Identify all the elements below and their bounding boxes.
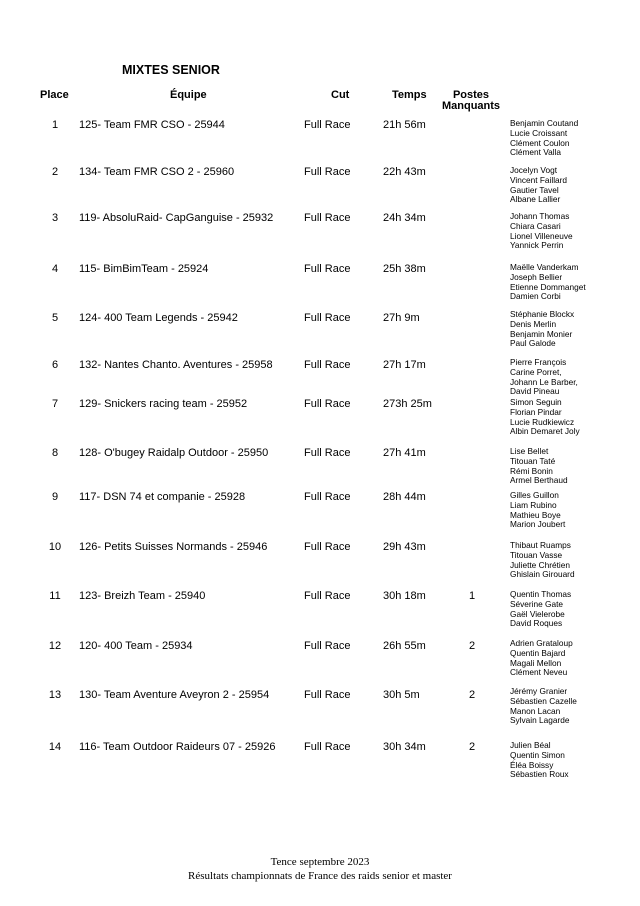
row-temps: 30h 18m <box>383 590 426 602</box>
row-members <box>510 590 571 629</box>
member-name: Jocelyn Vogt <box>510 165 558 175</box>
row-team: 129- Snickers racing team - 25952 <box>79 398 248 410</box>
member-name: Rémi Bonin <box>510 465 553 476</box>
member-name: Thibaut Ruamps <box>510 540 571 550</box>
row-team: 134- Team FMR CSO 2 - 25960 <box>79 166 235 178</box>
row-temps: 29h 43m <box>383 541 426 553</box>
row-members <box>510 687 577 726</box>
row-members <box>510 119 578 158</box>
member-name: Lionel Villeneuve <box>510 230 573 241</box>
member-name: Manon Lacan <box>510 705 561 716</box>
member-name: Sylvain Lagarde <box>510 715 570 726</box>
member-name: Albin Demaret Joly <box>510 426 580 437</box>
row-members <box>510 263 586 302</box>
member-name: Jérémy Granier <box>510 686 568 696</box>
row-cut: Full Race <box>304 312 351 324</box>
row-place: 3 <box>51 212 59 224</box>
row-team: 115- BimBimTeam - 25924 <box>79 263 209 275</box>
row-team: 130- Team Aventure Aveyron 2 - 25954 <box>79 689 270 701</box>
row-place: 1 <box>51 119 59 131</box>
member-name: David Roques <box>510 618 563 629</box>
member-name: Pierre François <box>510 357 567 367</box>
header-manquants: Manquants <box>441 100 501 112</box>
row-team: 125- Team FMR CSO - 25944 <box>79 119 225 131</box>
row-place: 11 <box>49 590 61 602</box>
row-temps: 27h 9m <box>383 312 420 324</box>
row-members <box>510 639 573 678</box>
footer-line-1: Tence septembre 2023 <box>270 856 370 868</box>
member-name: David Pineau <box>510 386 560 397</box>
row-team: 126- Petits Suisses Normands - 25946 <box>79 541 268 553</box>
member-name: Éléa Boissy <box>510 759 554 770</box>
row-place: 14 <box>48 741 62 753</box>
member-name: Lise Bellet <box>510 446 549 456</box>
member-name: Sébastien Roux <box>510 769 569 780</box>
member-name: Benjamin Monier <box>510 328 573 339</box>
row-cut: Full Race <box>304 541 351 553</box>
row-cut: Full Race <box>304 166 351 178</box>
member-name: Denis Merlin <box>510 318 557 329</box>
member-name: Quentin Bajard <box>510 647 566 658</box>
member-name: Simon Seguin <box>510 397 562 407</box>
row-cut: Full Race <box>304 447 351 459</box>
row-members <box>510 398 580 437</box>
member-name: Gilles Guillon <box>510 490 559 500</box>
header-temps: Temps <box>392 89 427 101</box>
header-equipe: Équipe <box>170 89 207 101</box>
member-name: Lucie Rudkiewicz <box>510 416 575 427</box>
member-name: Florian Pindar <box>510 406 562 417</box>
page-title: MIXTES SENIOR <box>122 63 220 77</box>
member-name: Titouan Taté <box>510 455 556 466</box>
row-place: 8 <box>51 447 59 459</box>
member-name: Clément Coulon <box>510 137 570 148</box>
member-name: Lucie Croissant <box>510 127 568 138</box>
member-name: Clément Valla <box>510 147 562 158</box>
row-temps: 27h 41m <box>383 447 426 459</box>
row-cut: Full Race <box>304 491 351 503</box>
member-name: Séverine Gate <box>510 598 564 609</box>
row-temps: 30h 34m <box>383 741 426 753</box>
footer-line-2: Résultats championnats de France des raids senior et master <box>188 870 452 882</box>
row-team: 120- 400 Team - 25934 <box>79 640 193 652</box>
row-temps: 24h 34m <box>383 212 426 224</box>
row-cut: Full Race <box>304 398 351 410</box>
member-name: Gautier Tavel <box>510 184 559 195</box>
row-team: 128- O'bugey Raidalp Outdoor - 25950 <box>79 447 269 459</box>
header-postes: Postes <box>452 89 490 101</box>
row-postes: 2 <box>468 689 476 701</box>
member-name: Carine Porret, <box>510 366 562 377</box>
row-cut: Full Race <box>304 263 351 275</box>
member-name: Titouan Vasse <box>510 549 563 560</box>
member-name: Vincent Faillard <box>510 174 568 185</box>
member-name: Marion Joubert <box>510 519 566 530</box>
member-name: Juliette Chrétien <box>510 559 570 570</box>
row-team: 116- Team Outdoor Raideurs 07 - 25926 <box>79 741 276 753</box>
row-members <box>510 741 569 780</box>
row-place: 5 <box>51 312 59 324</box>
row-cut: Full Race <box>304 640 351 652</box>
member-name: Chiara Casari <box>510 220 561 231</box>
member-name: Yannick Perrin <box>510 240 564 251</box>
row-temps: 27h 17m <box>383 359 426 371</box>
member-name: Adrien Grataloup <box>510 638 573 648</box>
member-name: Quentin Thomas <box>510 589 572 599</box>
row-place: 12 <box>48 640 62 652</box>
header-place: Place <box>40 89 69 101</box>
row-place: 13 <box>48 689 62 701</box>
member-name: Johann Le Barber, <box>510 376 578 387</box>
member-name: Armel Berthaud <box>510 475 568 486</box>
row-cut: Full Race <box>304 590 351 602</box>
member-name: Liam Rubino <box>510 499 557 510</box>
row-place: 9 <box>51 491 59 503</box>
row-place: 4 <box>51 263 59 275</box>
member-name: Joseph Bellier <box>510 271 563 282</box>
row-temps: 28h 44m <box>383 491 426 503</box>
member-name: Stéphanie Blockx <box>510 309 575 319</box>
row-postes: 2 <box>468 640 476 652</box>
row-members <box>510 310 574 349</box>
row-members <box>510 491 565 530</box>
header-cut: Cut <box>331 89 350 101</box>
row-members <box>510 447 568 486</box>
member-name: Quentin Simon <box>510 749 565 760</box>
member-name: Clément Neveu <box>510 667 568 678</box>
row-members <box>510 358 578 397</box>
row-place: 6 <box>51 359 59 371</box>
member-name: Sébastien Cazelle <box>510 695 577 706</box>
row-postes: 2 <box>468 741 476 753</box>
member-name: Damien Corbi <box>510 291 561 302</box>
row-cut: Full Race <box>304 212 351 224</box>
row-team: 124- 400 Team Legends - 25942 <box>79 312 238 324</box>
row-temps: 26h 55m <box>383 640 426 652</box>
row-team: 117- DSN 74 et companie - 25928 <box>79 491 246 503</box>
row-cut: Full Race <box>304 119 351 131</box>
row-team: 132- Nantes Chanto. Aventures - 25958 <box>79 359 273 371</box>
member-name: Albane Lallier <box>510 194 561 205</box>
row-place: 2 <box>51 166 59 178</box>
member-name: Julien Béal <box>510 740 551 750</box>
member-name: Mathieu Boye <box>510 509 561 520</box>
member-name: Ghislain Girouard <box>510 569 575 580</box>
row-members <box>510 166 567 205</box>
row-temps: 273h 25m <box>383 398 432 410</box>
row-cut: Full Race <box>304 689 351 701</box>
row-team: 119- AbsoluRaid- CapGanguise - 25932 <box>79 212 274 224</box>
member-name: Etienne Dommanget <box>510 281 586 292</box>
row-cut: Full Race <box>304 741 351 753</box>
row-cut: Full Race <box>304 359 351 371</box>
member-name: Paul Galode <box>510 338 556 349</box>
row-temps: 25h 38m <box>383 263 426 275</box>
row-members <box>510 212 573 251</box>
row-place: 7 <box>51 398 59 410</box>
row-temps: 30h 5m <box>383 689 420 701</box>
member-name: Johann Thomas <box>510 211 570 221</box>
member-name: Gaël Vielerobe <box>510 608 565 619</box>
row-postes: 1 <box>468 590 476 602</box>
row-place: 10 <box>48 541 62 553</box>
member-name: Maëlle Vanderkam <box>510 262 579 272</box>
member-name: Benjamin Coutand <box>510 118 579 128</box>
row-temps: 21h 56m <box>383 119 426 131</box>
member-name: Magali Mellon <box>510 657 562 668</box>
row-temps: 22h 43m <box>383 166 426 178</box>
row-members <box>510 541 575 580</box>
row-team: 123- Breizh Team - 25940 <box>79 590 206 602</box>
